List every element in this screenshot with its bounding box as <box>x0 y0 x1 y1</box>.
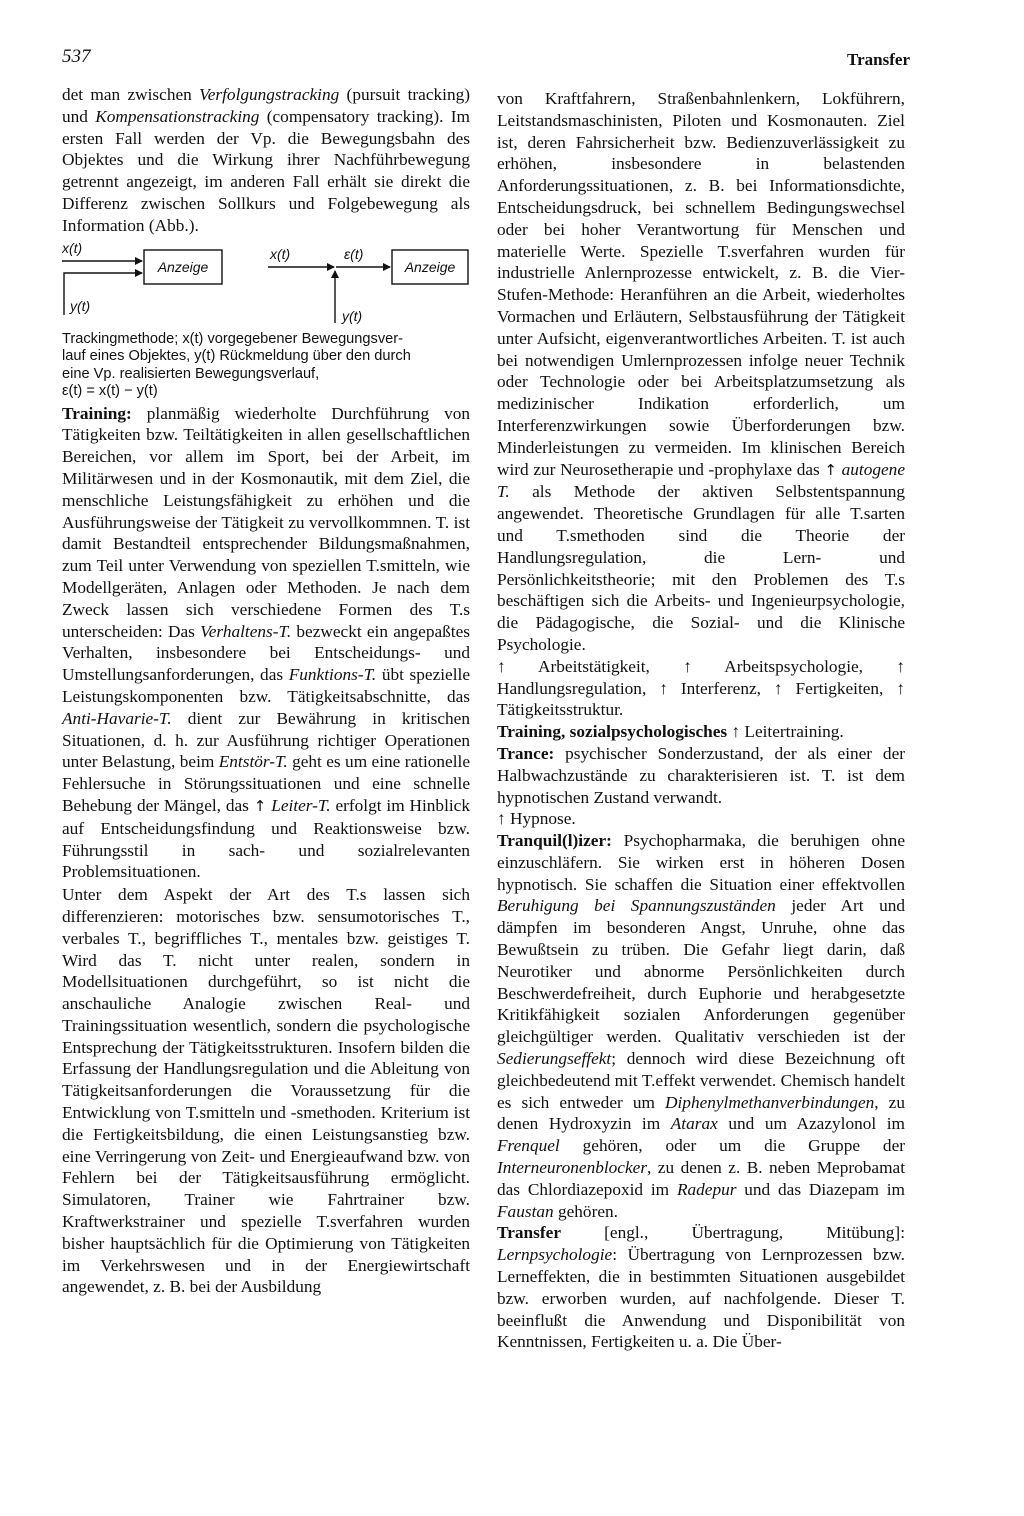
entry-training: Training: planmäßig wiederholte Durchführung von Tätigkeiten bzw. Teiltätigkeiten in allen gesellschaftlichen Bereichen, vor allem im Sport, bei der Arbeit, im Militärwesen und in der Kosmonautik, mit dem Ziel, die menschliche Leistungsfähigkeit zu erhöhen und die Ausführungsweise der Tätigkeit zu vervollkommnen. T. ist damit Bestandteil entsprechender Bildungsmaßnahmen, zum Teil unter Verwendung von speziellen T.smitteln, wie Modellgeräten, Anlagen oder Methoden. Je nach dem Zweck lassen sich verschiedene Formen des T.s unterscheiden: Das Verhaltens-T. bezweckt ein angepaßtes Verhalten, insbesondere bei Entscheidungs- und Umstellungsanforderungen, das Funktions-T. übt spezielle Leistungskomponenten bzw. Tätigkeitsabschnitte, das Anti-Havarie-T. dient zur Bewährung in kritischen Situationen, d. h. zur Ausführung richtiger Operationen unter Belastung, beim Entstör-T. geht es um eine rationelle Fehlersuche in Störungssituationen und eine schnelle Behebung der Mängel, das ↑ Leiter-T. erfolgt im Hinblick auf Entscheidungsfindung und Reaktionsweise bzw. Führungsstil in sach- und sozialrelevanten Problemsituationen. <box>62 403 470 882</box>
paragraph-tracking: det man zwischen Verfolgungstracking (pursuit tracking) und Kompensationstracking (compensatory tracking). Im ersten Fall werden der Vp. die Bewegungsbahn des Objektes und die Wirkung ihrer Nachführbewegung getrennt angezeigt, im anderen Fall erhält sie direkt die Differenz zwischen Sollkurs und Folgebewegung als Information (Abb.). <box>62 85 470 235</box>
tracking-diagram <box>62 239 470 327</box>
see-also-hypnose[interactable]: ↑ Hypnose. <box>497 809 576 829</box>
link-autogene-t[interactable]: autogene T. <box>497 459 905 502</box>
left-column <box>62 84 470 1298</box>
see-also-training[interactable]: ↑ Arbeitstätigkeit, ↑ Arbeitspsychologie, ↑ Handlungsregulation, ↑ Interferenz, ↑ Fertigkeiten, ↑ Tätigkeitsstruktur. <box>497 656 905 720</box>
right-input-label: x(t) <box>270 245 291 262</box>
left-box-label: Anzeige <box>157 258 209 275</box>
entry-tranquilizer: Tranquil(l)izer: Psychopharmaka, die beruhigen ohne einzuschläfern. Sie wirken erst in höheren Dosen hypnotisch. Sie schaffen die Situation einer effektvollen Beruhigung bei Spannungszuständen jeder Art und dämpfen im besonderen Angst, Unruhe, ohne das Bewußtsein zu trüben. Die Gefahr liegt darin, daß Neurotiker und abnorme Persönlichkeiten durch Beschwerdefreiheit, durch Euphorie und herabgesetzte Kritikfähigkeit sozialen Anforderungen gegenüber gleichgültiger werden. Qualitativ verschieden ist der Sedierungseffekt; dennoch wird diese Bezeichnung oft gleichbedeutend mit T.effekt verwendet. Chemisch handelt es sich entweder um Diphenylmethanverbindungen, zu denen Hydroxyzin im Atarax und um Azazylonol im Frenquel gehören, oder um die Gruppe der Interneuronenblocker, zu denen z. B. neben Meprobamat das Chlordiazepoxid im Radepur und das Diazepam im Faustan gehören. <box>497 831 905 1221</box>
paragraph-training-types: Unter dem Aspekt der Art des T.s lassen sich differenzieren: motorisches bzw. sensumotorisches T., verbales T., begriffliches T., mentales bzw. geistiges T. Wird das T. nicht unter realen, sondern in Modellsituationen durchgeführt, so ist nicht die anschauliche Analogie zwischen Real- und Trainingssituation wesentlich, sondern die psychologische Entsprechung der Tätigkeitsstrukturen. Insofern bilden die Erfassung der Handlungsregulation und die Ableitung von Tätigkeitsanforderungen die Voraussetzung für die Entwicklung von T.smitteln und -smethoden. Kriterium ist die Fertigkeitsbildung, die einen Leistungsanstieg bzw. eine Verringerung von Zeit- und Energieaufwand bzw. von Fehlern bei der Tätigkeitsausführung ermöglicht. Simulatoren, Trainer wie Fahrtrainer bzw. Kraftwerkstrainer und spezielle T.sverfahren wurden bisher hauptsächlich für die Optimierung von Tätigkeiten im Verkehrswesen und in der Energiewirtschaft angewendet, z. B. bei der Ausbildung <box>62 885 470 1297</box>
right-box-label: Anzeige <box>404 258 456 275</box>
entry-transfer: Transfer [engl., Übertragung, Mitübung]: Lernpsychologie: Übertragung von Lernprozessen bzw. Lerneffekten, die in bestimmten Situationen ausgebildet bzw. erworben wurden, auf nachfolgende. Dieser T. beeinflußt die Anwendung und Disponibilität von Kenntnissen, Fertigkeiten u. a. Die Über- <box>497 1223 905 1352</box>
headword-training: Training: <box>62 403 132 423</box>
left-input-label: x(t) <box>62 239 83 256</box>
page-number: 537 <box>62 46 91 67</box>
right-error-label: ε(t) <box>344 245 364 262</box>
paragraph-training-continued: von Kraftfahrern, Straßenbahnlenkern, Lokführern, Leitstandsmaschinisten, Piloten und Kosmonauten. Ziel ist, deren Fahrsicherheit bzw. Bedienzuverlässigkeit zu erhöhen, insbesondere in belastenden Anforderungssituationen, z. B. bei Informationsdichte, Entscheidungsdruck, bei schnellem Bedingungswechsel oder bei hoher Verantwortung für Menschen und materielle Werte. Spezielle T.sverfahren wurden für industrielle Anlernprozesse entwickelt, z. B. die Vier-Stufen-Methode: Heranführen an die Arbeit, wiederholtes Vormachen und Erläutern, Selbstausführung der Tätigkeit unter Aufsicht, eigenverantwortliches Arbeiten. T. ist auch bei notwendigen Umlernprozessen infolge neuer Technik oder Technologie oder bei Arbeitsplatzumsetzung als medizinischer Indikation erforderlich, um Interferenzwirkungen sowie Überforderungen bzw. Minderleistungen zu vermeiden. Im klinischen Bereich wird zur Neurosetherapie und -prophylaxe das ↑ autogene T. als Methode der aktiven Selbstentspannung angewendet. Theoretische Grundlagen für alle T.sarten und T.smethoden sind die Theorie der Handlungsregulation, die Lern- und Persönlichkeitstheorie; mit den Problemen des T.s beschäftigen sich die Arbeits- und Ingenieurpsychologie, die Pädagogische, die Sozial- und die Klinische Psychologie. <box>497 89 905 654</box>
reference-arrow-icon: ↑ <box>824 460 837 479</box>
headword-training-sozial: Training, sozialpsychologisches <box>497 722 728 742</box>
entry-trance: Trance: psychischer Sonderzustand, der als einer der Halbwachzustände zu charakterisieren ist. T. ist dem hypnotischen Zustand verwandt. <box>497 743 905 807</box>
headword-trance: Trance: <box>497 743 555 763</box>
reference-arrow-icon: ↑ <box>253 796 267 815</box>
headword-transfer: Transfer <box>497 1223 561 1243</box>
right-column <box>497 88 905 1353</box>
tracking-figure <box>62 239 470 327</box>
entry-training-sozial <box>497 721 905 743</box>
headword-tranquilizer: Tranquil(l)izer: <box>497 831 612 851</box>
figure-caption: Trackingmethode; x(t) vorgegebener Bewegungsver- lauf eines Objektes, y(t) Rückmeldung über den durch eine Vp. realisierten Bewegungsverlauf, ε(t) = x(t) − y(t) <box>62 330 411 400</box>
left-feedback-label: y(t) <box>70 297 91 314</box>
right-feedback-label: y(t) <box>342 307 363 324</box>
running-head: Transfer <box>847 50 910 69</box>
link-leitertraining[interactable]: ↑ Leitertraining. <box>727 722 844 742</box>
link-leiter-t[interactable]: Leiter-T. <box>266 795 331 815</box>
